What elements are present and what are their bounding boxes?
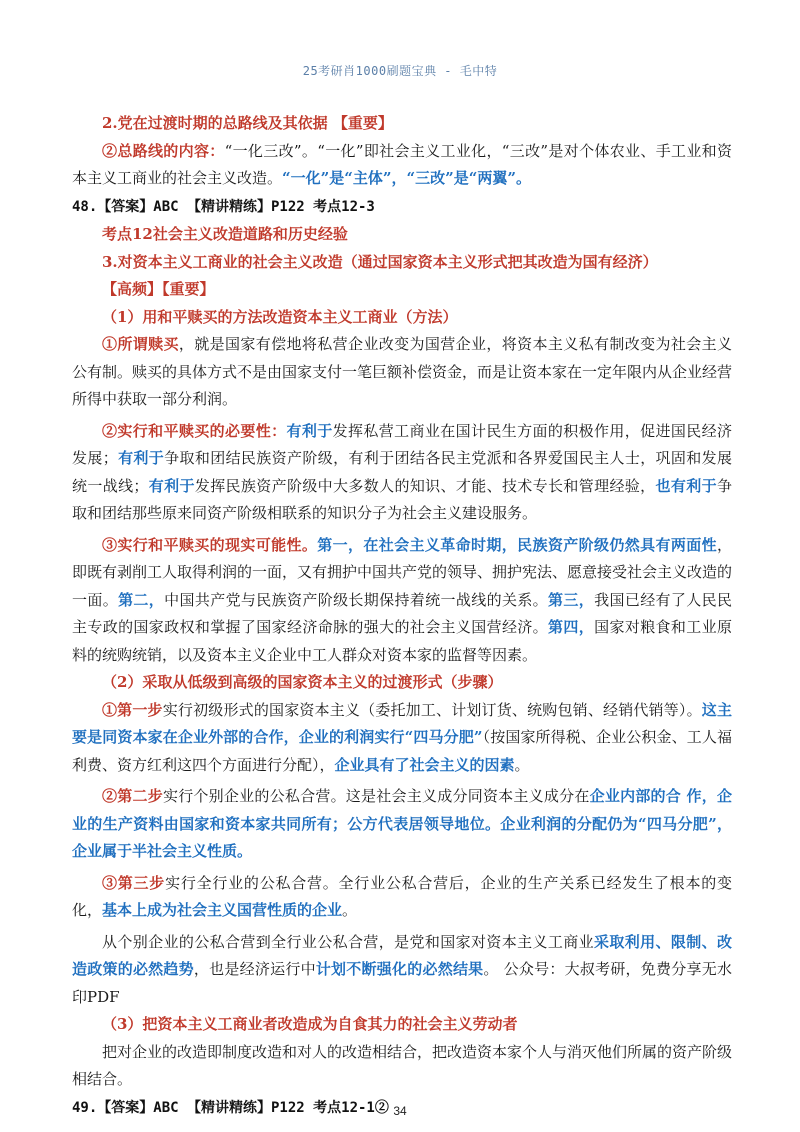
- emphasis-text: ②总路线的内容：: [102, 141, 225, 160]
- emphasis-text: 【高频】【重要】: [102, 280, 215, 298]
- emphasis-text: （1）用和平赎买的方法改造资本主义工商业（方法）: [102, 307, 458, 326]
- paragraph: [72, 1011, 732, 1039]
- body-text: “一化三改”。“一化”即社会主义工业化，“三改”是对个体农业、手工业和资本主义工商业的社会主义改造。: [72, 141, 732, 187]
- paragraph: [72, 221, 732, 249]
- emphasis-text: 48.【答案】ABC 【精讲精练】P122 考点12-3: [72, 198, 375, 215]
- page-number: 34: [393, 1104, 407, 1118]
- body-text: 中国共产党与民族资产阶级长期保持着统一战线的关系。: [164, 590, 549, 609]
- emphasis-text: 企业具有了社会主义的因素: [334, 755, 515, 774]
- paragraph: [72, 138, 732, 193]
- body-text: 。: [514, 755, 530, 774]
- emphasis-text: 采取利用、限制、改造政策的必然趋势: [72, 932, 732, 978]
- document-body: [72, 110, 732, 1122]
- body-text: 实行个别企业的公私合营。这是社会主义成分同资本主义成分在: [162, 787, 590, 805]
- body-text: 。 公众号：大叔考研，免费分享无水印PDF: [72, 960, 732, 1006]
- paragraph: [72, 418, 732, 528]
- paragraph: [72, 331, 732, 414]
- emphasis-text: （3）把资本主义工商业者改造成为自食其力的社会主义劳动者: [102, 1015, 518, 1033]
- emphasis-text: 第四，: [548, 618, 595, 636]
- emphasis-text: 计划不断强化的必然结果: [315, 960, 484, 978]
- emphasis-text: （2）采取从低级到高级的国家资本主义的过渡形式（步骤）: [102, 673, 503, 691]
- paragraph: [72, 669, 732, 697]
- paragraph: [72, 1039, 732, 1094]
- body-text: 发挥民族资产阶级中大多数人的知识、才能、技术专长和管理经验，: [194, 476, 656, 495]
- paragraph: [72, 193, 732, 222]
- emphasis-text: “一化”是“主体”，“三改”是“两翼”。: [282, 169, 532, 187]
- paragraph: [72, 870, 732, 925]
- paragraph: [72, 304, 732, 332]
- emphasis-text: 考点12社会主义改造道路和历史经验: [102, 225, 348, 243]
- emphasis-text: ③第三步: [102, 873, 166, 892]
- emphasis-text: ③实行和平赎买的现实可能性。: [102, 535, 318, 554]
- paragraph: [72, 697, 732, 780]
- emphasis-text: ①第一步: [102, 700, 163, 719]
- paragraph: [72, 249, 732, 277]
- body-text: 争取和团结民族资产阶级，有利于团结各民主党派和各界爱国民主人士，巩固和发展统一战线；: [72, 449, 732, 495]
- body-text: 争取和团结那些原来同资产阶级相联系的知识分子为社会主义建设服务。: [72, 476, 732, 522]
- emphasis-text: 这主要是同资本家在企业外部的合作，企业的利润实行“四马分肥”: [72, 700, 732, 746]
- paragraph: [72, 110, 732, 138]
- emphasis-text: ①所谓赎买: [102, 335, 179, 353]
- emphasis-text: 2.党在过渡时期的总路线及其依据 【重要】: [102, 114, 393, 132]
- emphasis-text: ②实行和平赎买的必要性：: [102, 421, 287, 440]
- emphasis-text: 有利于: [148, 476, 195, 495]
- body-text: 把对企业的改造即制度改造和对人的改造相结合，把改造资本家个人与消灭他们所属的资产阶级相结合。: [72, 1042, 733, 1088]
- body-text: 发挥私营工商业在国计民生方面的积极作用，促进国民经济发展；: [72, 421, 732, 467]
- body-text: 从个别企业的公私合营到全行业公私合营，是党和国家对资本主义工商业: [102, 932, 594, 951]
- body-text: 国家对粮食和工业原料的统购统销，以及资本主义企业中工人群众对资本家的监督等因素。: [72, 618, 732, 664]
- emphasis-text: 也有利于: [655, 476, 717, 495]
- emphasis-text: 第二，: [118, 590, 165, 609]
- running-header: 25考研肖1000刷题宝典 - 毛中特: [302, 64, 498, 78]
- body-text: 实行全行业的公私合营。全行业公私合营后，企业的生产关系已经发生了根本的变化，: [72, 873, 732, 919]
- emphasis-text: 有利于: [117, 449, 165, 467]
- body-text: 。: [342, 901, 358, 919]
- emphasis-text: 基本上成为社会主义国营性质的企业: [102, 901, 343, 919]
- emphasis-text: 企业内部的合 作，企业的生产资料由国家和资本家共同所有；公方代表居领导地位。企业利润的分配仍为“四马分肥”，企业属于半社会主义性质。: [72, 787, 732, 860]
- emphasis-text: 49.【答案】ABC 【精讲精练】P122 考点12-1②: [72, 1099, 389, 1116]
- body-text: 我国已经有了人民民主专政的国家政权和掌握了国家经济命脉的强大的社会主义国营经济。: [72, 590, 732, 636]
- paragraph: [72, 532, 732, 670]
- emphasis-text: ②第二步: [102, 787, 163, 805]
- body-text: （按国家所得税、企业公积金、工人福利费、资方红利这四个方面进行分配），: [72, 728, 732, 774]
- body-text: ，就是国家有偿地将私营企业改变为国营企业，将资本主义私有制改变为社会主义公有制。赎买的具体方式不是由国家支付一笔巨额补偿资金，而是让资本家在一定年限内从企业经营所得中获取一部分利润。: [72, 335, 733, 408]
- emphasis-text: 第一，在社会主义革命时期，民族资产阶级仍然具有两面性: [317, 535, 717, 554]
- paragraph: [72, 929, 732, 1012]
- paragraph: [72, 783, 732, 866]
- body-text: ，即既有剥削工人取得利润的一面，又有拥护中国共产党的领导、拥护宪法、愿意接受社会主义改造的一面。: [72, 535, 733, 609]
- emphasis-text: 3.对资本主义工商业的社会主义改造（通过国家资本主义形式把其改造为国有经济）: [102, 252, 658, 271]
- paragraph: [72, 276, 732, 304]
- emphasis-text: 第三，: [548, 590, 595, 609]
- body-text: ，也是经济运行中: [193, 960, 316, 978]
- emphasis-text: 有利于: [286, 421, 333, 440]
- body-text: 实行初级形式的国家资本主义（委托加工、计划订货、统购包销、经销代销等）。: [162, 700, 702, 719]
